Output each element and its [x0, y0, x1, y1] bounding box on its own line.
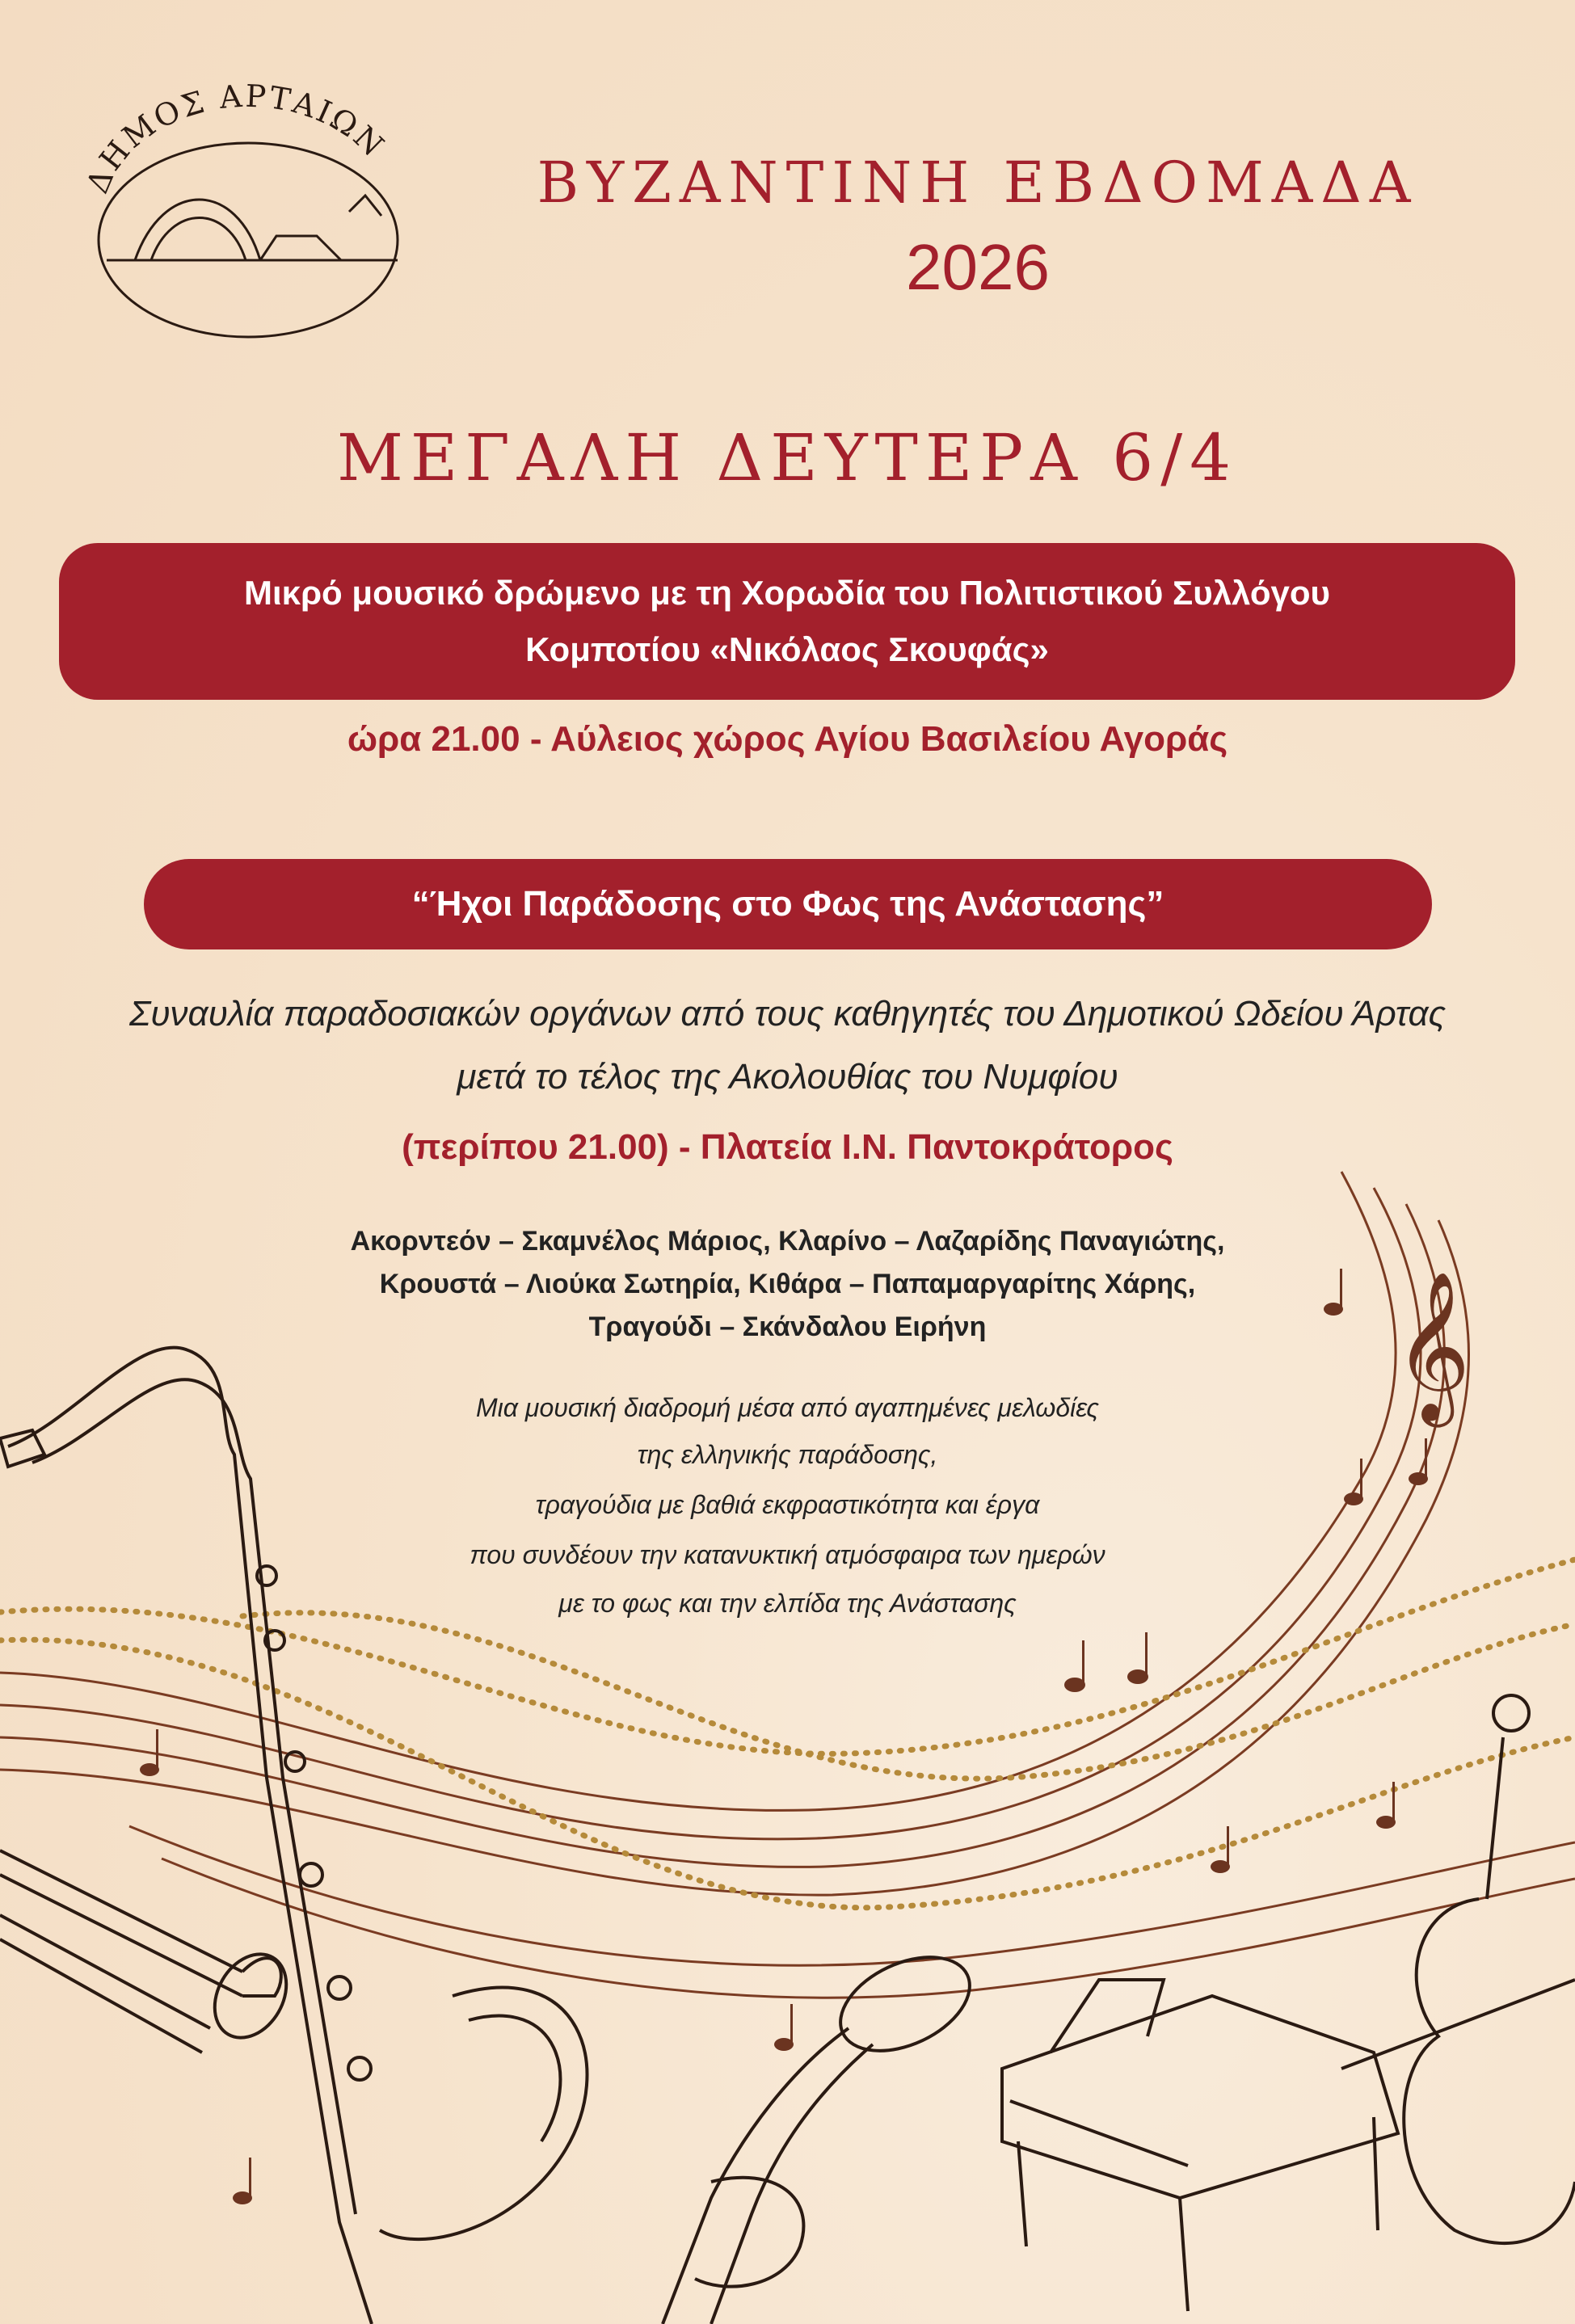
event2-time-place: (περίπου 21.00) - Πλατεία Ι.Ν. Παντοκράτορος	[402, 1127, 1173, 1167]
musicians-line: Ακορντεόν – Σκαμνέλος Μάριος, Κλαρίνο – Λαζαρίδης Παναγιώτης,	[350, 1226, 1225, 1257]
blurb-line: της ελληνικής παράδοσης,	[637, 1440, 938, 1469]
svg-text:ΔΗΜΟΣ ΑΡΤΑΙΩΝ	[79, 78, 392, 199]
event1-time-place: ώρα 21.00 - Αύλειος χώρος Αγίου Βασιλείου Αγοράς	[347, 719, 1228, 759]
trumpet-sketch	[663, 1939, 984, 2324]
piano-sketch	[1002, 1980, 1398, 2311]
event2-description-line1: Συναυλία παραδοσιακών οργάνων από τους καθηγητές του Δημοτικού Ωδείου Άρτας	[128, 994, 1447, 1034]
blurb-line: με το φως και την ελπίδα της Ανάστασης	[558, 1589, 1017, 1618]
municipality-logo	[74, 74, 422, 341]
treble-clef-icon: 𝄞	[1394, 1269, 1471, 1421]
event-series-year: 2026	[906, 231, 1050, 303]
logo-text: ΔΗΜΟΣ ΑΡΤΑΙΩΝ	[79, 78, 393, 199]
event1-line2: Κομποτίου «Νικόλαος Σκουφάς»	[525, 630, 1049, 668]
blurb-line: τραγούδια με βαθιά εκφραστικότητα και έργα	[535, 1490, 1040, 1519]
trombone-sketch	[0, 1850, 301, 2052]
event2-title-banner: “Ήχοι Παράδοσης στο Φως της Ανάστασης”	[144, 859, 1432, 949]
event2-description-line2: μετά το τέλος της Ακολουθίας του Νυμφίου	[457, 1057, 1118, 1097]
day-title: ΜΕΓΑΛΗ ΔΕΥΤΕΡΑ 6/4	[336, 420, 1239, 495]
event1-line1: Μικρό μουσικό δρώμενο με τη Χορωδία του Πολιτιστικού Συλλόγου	[244, 574, 1330, 612]
event-series-title: ΒΥΖΑΝΤΙΝΗ ΕΒΔΟΜΑΔΑ	[537, 149, 1419, 216]
musicians-line: Τραγούδι – Σκάνδαλου Ειρήνη	[588, 1311, 987, 1342]
blurb-line: που συνδέουν την κατανυκτική ατμόσφαιρα των ημερών	[470, 1540, 1105, 1569]
blurb-line: Μια μουσική διαδρομή μέσα από αγαπημένες μελωδίες	[476, 1393, 1099, 1422]
event1-banner	[59, 543, 1515, 700]
musicians-line: Κρουστά – Λιούκα Σωτηρία, Κιθάρα – Παπαμαργαρίτης Χάρης,	[379, 1269, 1196, 1299]
